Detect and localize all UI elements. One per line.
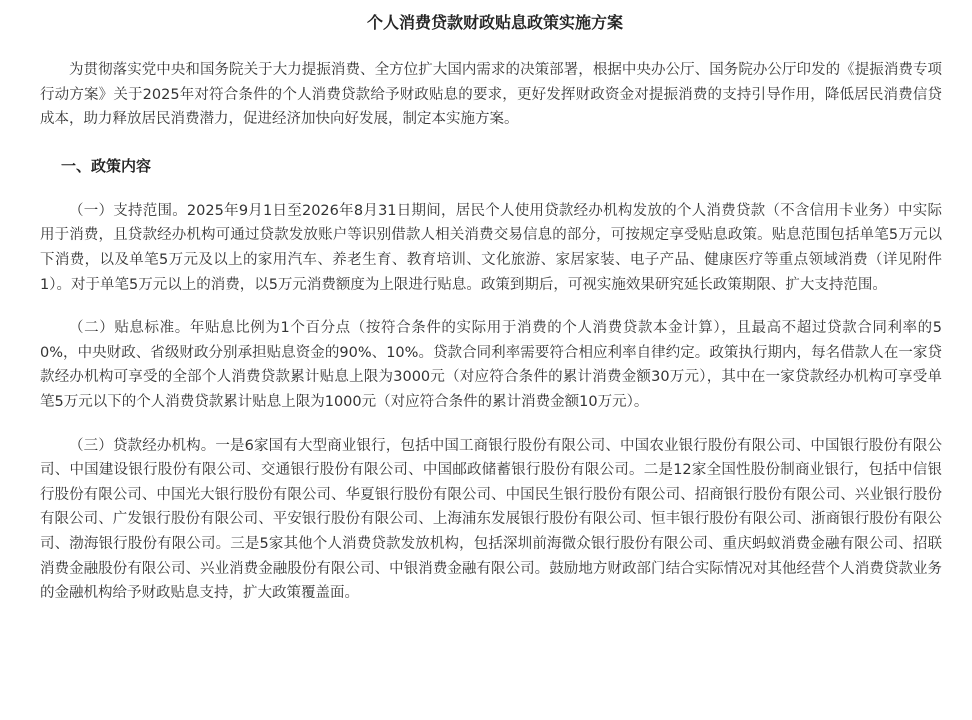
paragraph-lending-institutions: （三）贷款经办机构。一是6家国有大型商业银行，包括中国工商银行股份有限公司、中国农业银行股份有限公司、中国银行股份有限公司、中国建设银行股份有限公司、交通银行股份有限公司、中国邮政储蓄银行股份有限公司。二是12家全国性股份制商业银行，包括中信银行股份有限公司、中国光大银行股份有限公司、华夏银行股份有限公司、中国民生银行股份有限公司、招商银行股份有限公司、兴业银行股份有限公司、广发银行股份有限公司、平安银行股份有限公司、上海浦东发展银行股份有限公司、恒丰银行股份有限公司、浙商银行股份有限公司、渤海银行股份有限公司。三是5家其他个人消费贷款发放机构，包括深圳前海微众银行股份有限公司、重庆蚂蚁消费金融有限公司、招联消费金融股份有限公司、兴业消费金融股份有限公司、中银消费金融有限公司。鼓励地方财政部门结合实际情况对其他经营个人消费贷款业务的金融机构给予财政贴息支持，扩大政策覆盖面。 [40, 437, 942, 602]
paragraph-support-scope: （一）支持范围。2025年9月1日至2026年8月31日期间，居民个人使用贷款经办机构发放的个人消费贷款（不含信用卡业务）中实际用于消费，且贷款经办机构可通过贷款发放账户等识别借款人相关消费交易信息的部分，可按规定享受贴息政策。贴息范围包括单笔5万元以下消费，以及单笔5万元及以上的家用汽车、养老生育、教育培训、文化旅游、家居家装、电子产品、健康医疗等重点领域消费（详见附件1）。对于单笔5万元以上的消费，以5万元消费额度为上限进行贴息。政策到期后，可视实施效果研究延长政策期限、扩大支持范围。 [40, 202, 942, 293]
paragraph-subsidy-standard: （二）贴息标准。年贴息比例为1个百分点（按符合条件的实际用于消费的个人消费贷款本金计算），且最高不超过贷款合同利率的50%，中央财政、省级财政分别承担贴息资金的90%、10%。贷款合同利率需要符合相应利率自律约定。政策执行期内，每名借款人在一家贷款经办机构可享受的全部个人消费贷款累计贴息上限为3000元（对应符合条件的累计消费金额30万元），其中在一家贷款经办机构可享受单笔5万元以下的个人消费贷款累计贴息上限为1000元（对应符合条件的累计消费金额10万元）。 [40, 320, 942, 410]
document [0, 12, 972, 720]
section-heading: 一、政策内容 [61, 156, 152, 175]
document-title: 个人消费贷款财政贴息政策实施方案 [366, 13, 623, 32]
intro-paragraph: 为贯彻落实党中央和国务院关于大力提振消费、全方位扩大国内需求的决策部署，根据中央办公厅、国务院办公厅印发的《提振消费专项行动方案》关于2025年对符合条件的个人消费贷款给予财政贴息的要求，更好发挥财政资金对提振消费的支持引导作用，降低居民消费信贷成本，助力释放居民消费潜力，促进经济加快向好发展，制定本实施方案。 [40, 62, 942, 128]
